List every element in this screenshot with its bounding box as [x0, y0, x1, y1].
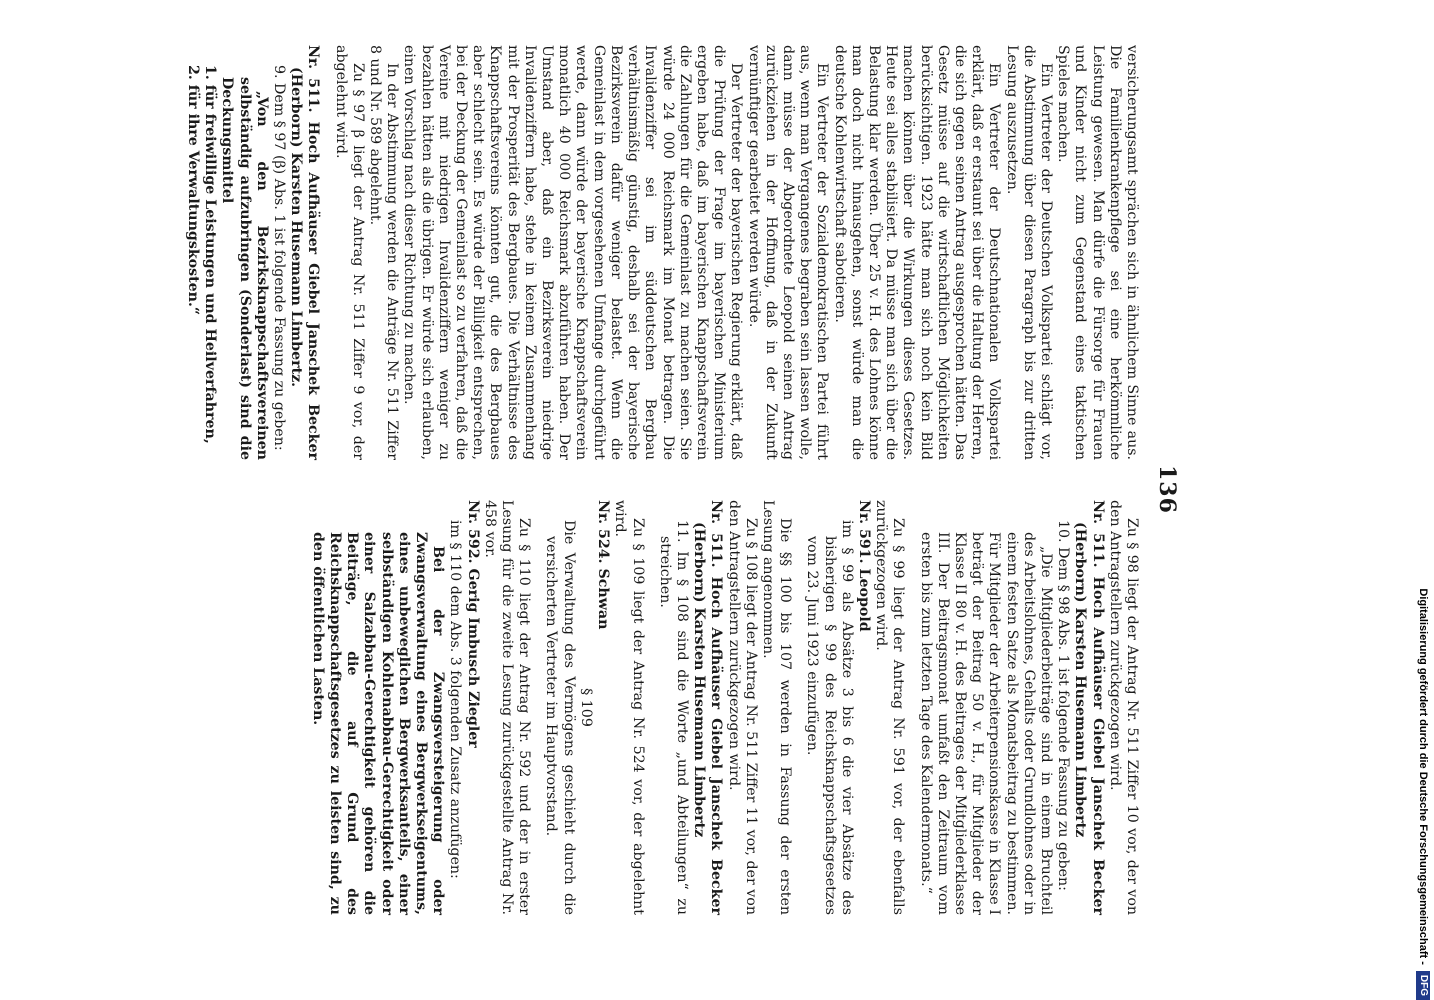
right-paragraph: Nr. 592. Gerig Imbusch Ziegler	[464, 500, 481, 748]
right-paragraph: Zu § 108 liegt der Antrag Nr. 511 Ziffer 11 vor, der von den Antragstellern zurückgezogen wird.	[725, 500, 759, 915]
left-paragraph: „Von den Bezirksknappschaftsvereinen selbständig aufzubringen (Sonderlast) sind die Deckungsmittel	[219, 77, 270, 460]
right-paragraph: Zu § 98 liegt der Antrag Nr. 511 Ziffer 10 vor, der von den Antragstellern zurückgezogen wird.	[1106, 500, 1140, 915]
right-paragraph: im § 99 als Absätze 3 bis 6 die vier Absätze des bisherigen § 99 des Reichsknappschaftsgesetzes vom 23. Juni 1923 einzufügen.	[804, 520, 855, 915]
footer	[1412, 0, 1434, 1000]
left-paragraph: Nr. 511. Hoch Aufhäuser Giebel Janschek Becker (Herborn) Karsten Husemann Limbertz.	[288, 45, 322, 460]
right-spacer	[532, 500, 542, 915]
footer-text: Digitalisierung gefördert durch die Deutsche Forschungsgemeinschaft -	[1417, 588, 1429, 965]
right-paragraph: Nr. 591. Leopold	[855, 500, 872, 632]
right-paragraph: Die §§ 100 bis 107 werden in Fassung der ersten Lesung angenommen.	[759, 500, 794, 915]
left-paragraph: 1. für freiwillige Leistungen und Heilverfahren,	[202, 65, 219, 444]
page-number: 136	[1154, 465, 1180, 514]
left-paragraph: Der Vertreter der bayerischen Regierung erklärt, daß die Prüfung der Frage im bayerischen Ministerium ergeben habe, daß im bayerischen Knappschaftsverein die Zahlungen für die Gemeinlast zu machen seien. Sie würde 24 000 Reichsmark im Monat betragen. Die Invalidenziffer sei im süddeutschen Bergbau verhältnismäßig günstig, deshalb sei der bayerische Bezirksverein dafür weniger belastet. Wenn die Gemeinlast in dem vorgesehenen Umfange durchgeführt werde, dann würde der bayerische Knappschaftsverein monatlich 40 000 Reichsmark abzuführen haben. Der Umstand aber, daß ein Bezirksverein niedrige Invalidenziffern habe, stehe in keinem Zusammenhang mit der Prosperität des Bergbaues. Die Verhältnisse des Knappschaftsvereins könnten gut, die des Bergbaues aber schlecht sein. Es würde der Billigkeit entsprechen, bei der Deckung der Gemeinlast so zu verfahren, daß die Vereine mit niedrigen Invalidenziffern weniger zu bezahlen hätten als die übrigen. Er würde sich erlauben, einen Vorschlag nach dieser Richtung zu machen.	[401, 45, 745, 460]
right-paragraph: Zu § 99 liegt der Antrag Nr. 591 vor, der ebenfalls zurückgezogen wird.	[873, 500, 907, 915]
right-paragraph: 11. Im § 108 sind die Worte „und Abteilungen“ zu streichen.	[656, 520, 690, 915]
right-paragraph: Bei der Zwangsversteigerung oder Zwangsverwaltung eines Bergwerkseigentums, eines unbeweglichen Bergwerksanteils, einer selbständigen Kohlenabbau-Gerechtigkeit oder einer Salzabbau-Gerechtigkeit gehören die Beiträge, die auf Grund des Reichsknappschaftsgesetzes zu leisten sind, zu den öffentlichen Lasten.	[309, 532, 447, 915]
right-paragraph: Nr. 511. Hoch Aufhäuser Giebel Janschek Becker (Herborn) Karsten Husemann Limbertz	[691, 500, 725, 915]
right-paragraph: Die Verwaltung des Vermögens geschieht durch die versicherten Vertreter im Hauptvorstand.	[543, 520, 577, 915]
footer-line	[1412, 0, 1434, 1000]
right-paragraph: Nr. 511. Hoch Aufhäuser Giebel Janschek Becker (Herborn) Karsten Husemann Limbertz	[1072, 500, 1106, 915]
right-paragraph: 10. Dem § 98 Abs. 1 ist folgende Fassung zu geben:	[1055, 520, 1072, 891]
left-column	[184, 45, 1140, 460]
right-paragraph: Zu § 109 liegt der Antrag Nr. 524 vor, der abgelehnt wird.	[612, 500, 646, 915]
rotated-page	[0, 45, 1180, 925]
right-paragraph: „Die Mitgliederbeiträge sind in einem Bruchteil des Arbeitslohnes, Gehalts oder Grundlohnes oder in einem festen Satze als Monatsbeitrag zu bestimmen. Für Mitglieder der Arbeiterpensionskasse in Klasse I beträgt der Beitrag 50 v. H., für Mitglieder der Klasse II 80 v. H. des Beitrages der Mitgliederklasse III. Der Beitragsmonat umfaßt den Zeitraum vom ersten bis zum letzten Tage des Kalendermonats.“	[917, 532, 1054, 915]
right-paragraph: Nr. 524. Schwan	[595, 500, 612, 630]
right-spacer	[906, 500, 916, 915]
right-column	[309, 500, 1140, 915]
left-paragraph: versicherungsamt sprächen sich in ähnlichem Sinne aus. Die Familienkrankenpflege sei eine herkömmliche Leistung gewesen. Man dürfe die Fürsorge für Frauen und Kinder nicht zum Gegenstand eines taktischen Spieles machen.	[1055, 45, 1140, 460]
right-paragraph: § 109	[577, 688, 594, 727]
right-spacer	[793, 500, 803, 915]
right-paragraph: Zu § 110 liegt der Antrag Nr. 592 und der in erster Lesung für die zweite Lesung zurückgestellte Antrag Nr. 458 vor.	[481, 500, 533, 915]
right-spacer	[646, 500, 656, 915]
left-paragraph: 2. für ihre Verwaltungskosten.“	[185, 65, 202, 316]
right-paragraph: im § 110 dem Abs. 3 folgenden Zusatz anzufügen:	[447, 520, 464, 879]
left-paragraph: Zu § 97 β liegt der Antrag Nr. 511 Ziffer 9 vor, der abgelehnt wird.	[332, 45, 366, 460]
left-paragraph: Ein Vertreter der Deutschen Volkspartei schlägt vor, die Abstimmung über diesen Paragraph bis zur dritten Lesung auszusetzen.	[1003, 45, 1054, 460]
left-paragraph: 9. Dem § 97 (β) Abs. 1 ist folgende Fassung zu geben:	[271, 65, 288, 451]
dfg-logo: DFG	[1416, 971, 1430, 1000]
left-paragraph: Ein Vertreter der Sozialdemokratischen Partei führt aus, wenn man Vergangenes begraben sein lassen wolle, dann müsse der Abgeordnete Leopold seinen Antrag zurückziehen in der Hoffnung, daß in der Zukunft vernünftiger gearbeitet werden würde.	[745, 45, 831, 460]
left-paragraph: In der Abstimmung werden die Anträge Nr. 511 Ziffer 8 und Nr. 589 abgelehnt.	[367, 45, 401, 460]
left-paragraph: Ein Vertreter der Deutschnationalen Volkspartei erklärt, daß er erstaunt sei über die Haltung der Herren, die sich gegen seinen Antrag ausgesprochen hätten. Das Gesetz müsse auf die wirtschaftlichen Möglichkeiten berücksichtigen. 1923 hätte man sich noch kein Bild machen können über die Wirkungen dieses Gesetzes. Heute sei alles stabilisiert. Da müsse man sich über die Belastung klar werden. Über 25 v. H. des Lohnes könne man doch nicht hinausgehen, sonst würde man die deutsche Kohlenwirtschaft sabotieren.	[831, 45, 1003, 460]
left-spacer	[321, 45, 331, 460]
